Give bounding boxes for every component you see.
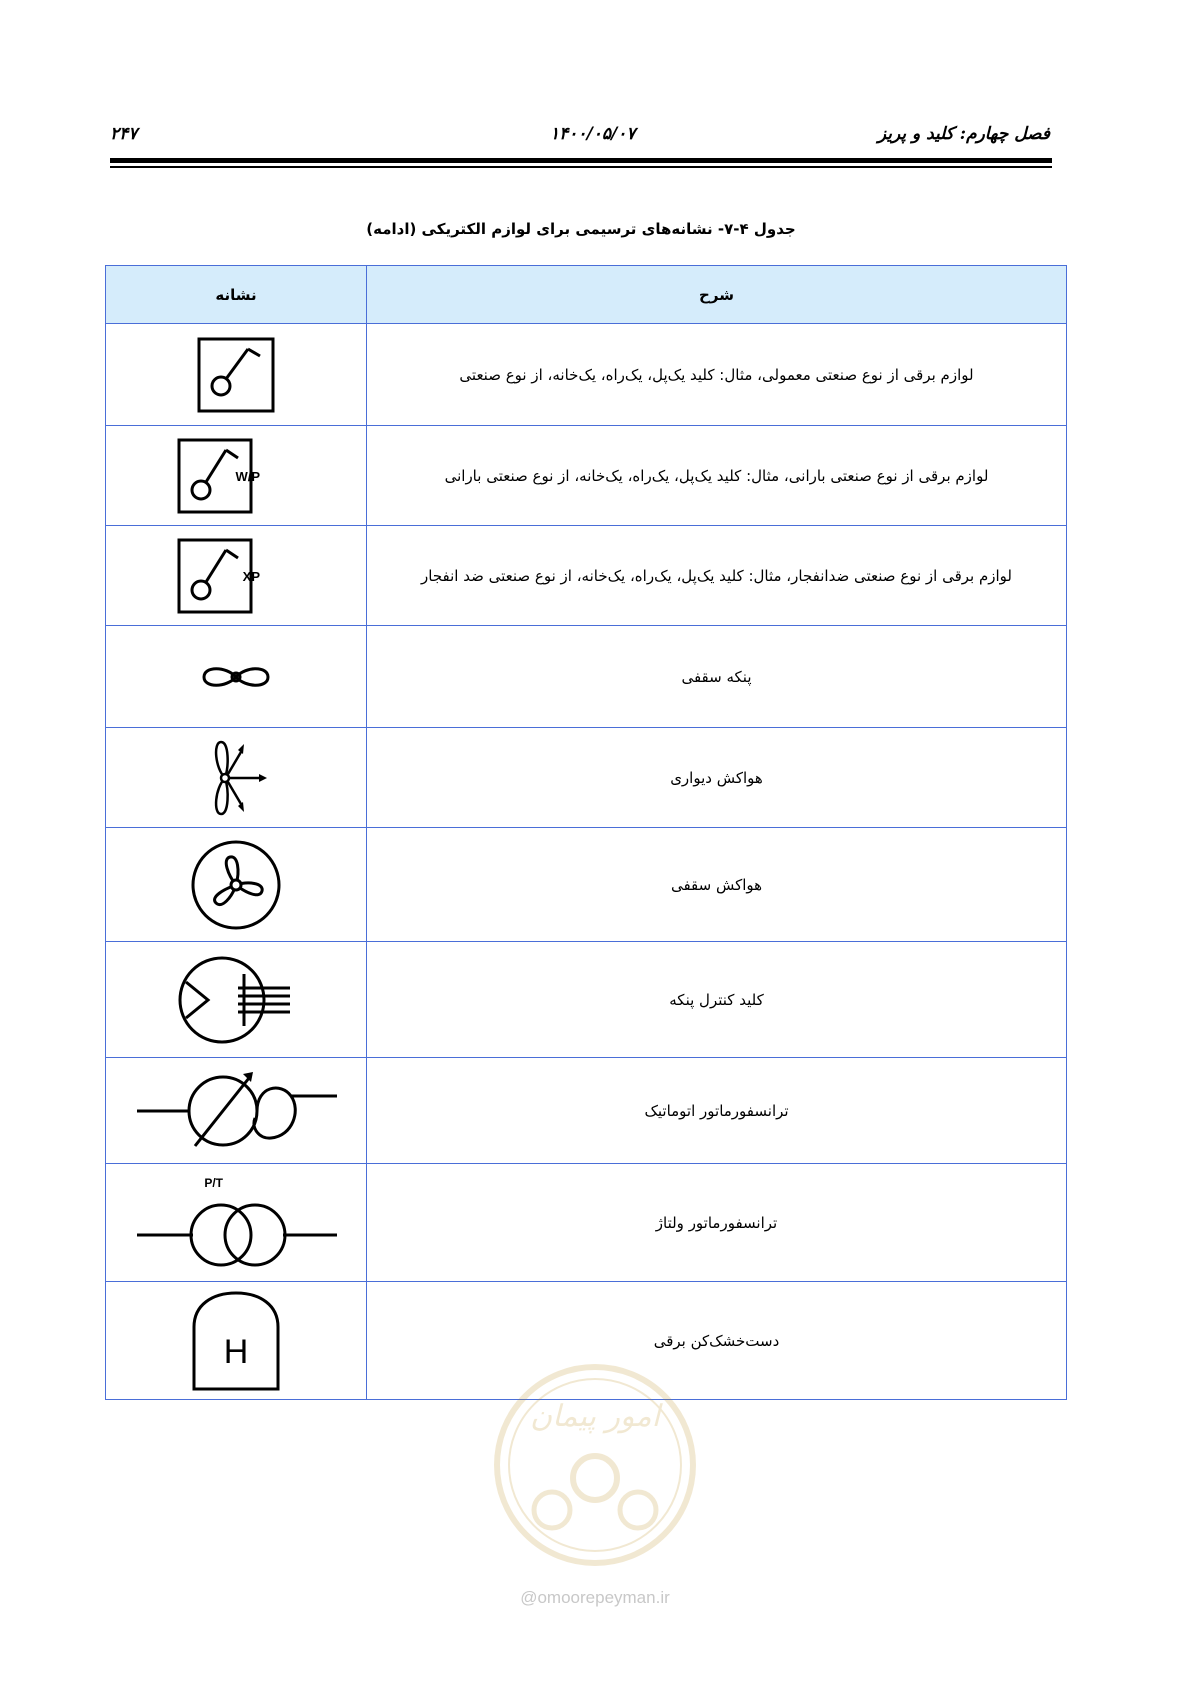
watermark-logo: [490, 1360, 700, 1570]
symbol-label-pt: P/T: [204, 1175, 223, 1190]
column-header-description: شرح: [367, 266, 1067, 324]
row-description: دست‌خشک‌کن برقی: [367, 1282, 1067, 1400]
row-description: ترانسفورماتور ولتاژ: [367, 1164, 1067, 1282]
row-symbol: [106, 1164, 367, 1282]
explosion-proof-switch-icon: [176, 536, 296, 616]
header-rule-thin: [110, 166, 1052, 168]
row-symbol: [106, 942, 367, 1058]
row-description: پنکه سقفی: [367, 626, 1067, 728]
symbols-table: [105, 265, 1067, 1400]
fan-control-switch-icon: [176, 952, 296, 1048]
page-header: [110, 124, 1050, 154]
row-symbol: [106, 626, 367, 728]
table-row: [106, 1058, 1067, 1164]
table-row: [106, 728, 1067, 828]
table-row: [106, 324, 1067, 426]
wall-exhaust-fan-icon: [201, 738, 271, 818]
column-header-symbol: نشانه: [106, 266, 367, 324]
row-description: هواکش سقفی: [367, 828, 1067, 942]
row-description: ترانسفورماتور اتوماتیک: [367, 1058, 1067, 1164]
row-description: هواکش دیواری: [367, 728, 1067, 828]
symbol-label-wp: W/P: [235, 468, 260, 484]
watermark-url: @omoorepeyman.ir: [520, 1588, 670, 1607]
voltage-transformer-icon: [131, 1173, 341, 1273]
ceiling-exhaust-fan-icon: [188, 837, 284, 933]
symbol-label-xp: XP: [242, 568, 260, 584]
row-symbol: [106, 324, 367, 426]
table-row: [106, 426, 1067, 526]
row-symbol: [106, 1282, 367, 1400]
row-symbol: [106, 728, 367, 828]
header-rule-thick: [110, 158, 1052, 163]
table-row: [106, 526, 1067, 626]
page-number: ۲۴۷: [110, 124, 138, 144]
industrial-switch-icon: [196, 335, 276, 415]
row-description: لوازم برقی از نوع صنعتی معمولی، مثال: کلید یک‌پل، یک‌راه، یک‌خانه، از نوع صنعتی: [367, 324, 1067, 426]
table-row: [106, 828, 1067, 942]
row-description: لوازم برقی از نوع صنعتی بارانی، مثال: کلید یک‌پل، یک‌راه، یک‌خانه، از نوع صنعتی بارانی: [367, 426, 1067, 526]
row-symbol: [106, 526, 367, 626]
weatherproof-switch-icon: [176, 436, 296, 516]
hand-dryer-icon: [188, 1289, 284, 1393]
row-symbol: [106, 1058, 367, 1164]
auto-transformer-icon: [131, 1066, 341, 1156]
dryer-label: H: [223, 1332, 249, 1371]
row-description: کلید کنترل پنکه: [367, 942, 1067, 1058]
table-caption: جدول ۴-۷- نشانه‌های ترسیمی برای لوازم الکتریکی (ادامه): [366, 220, 796, 238]
header-date: ۱۴۰۰/۰۵/۰۷: [550, 124, 636, 144]
chapter-title: فصل چهارم: کلید و پریز: [877, 124, 1050, 144]
row-symbol: [106, 426, 367, 526]
row-description: لوازم برقی از نوع صنعتی ضدانفجار، مثال: کلید یک‌پل، یک‌راه، یک‌خانه، از نوع صنعتی ضد انفجار: [367, 526, 1067, 626]
table-header-row: [106, 266, 1067, 324]
watermark-text: امور پیمان: [530, 1399, 660, 1434]
row-symbol: [106, 828, 367, 942]
table-row: [106, 942, 1067, 1058]
ceiling-fan-icon: [196, 657, 276, 697]
table-row: [106, 626, 1067, 728]
table-row: [106, 1164, 1067, 1282]
